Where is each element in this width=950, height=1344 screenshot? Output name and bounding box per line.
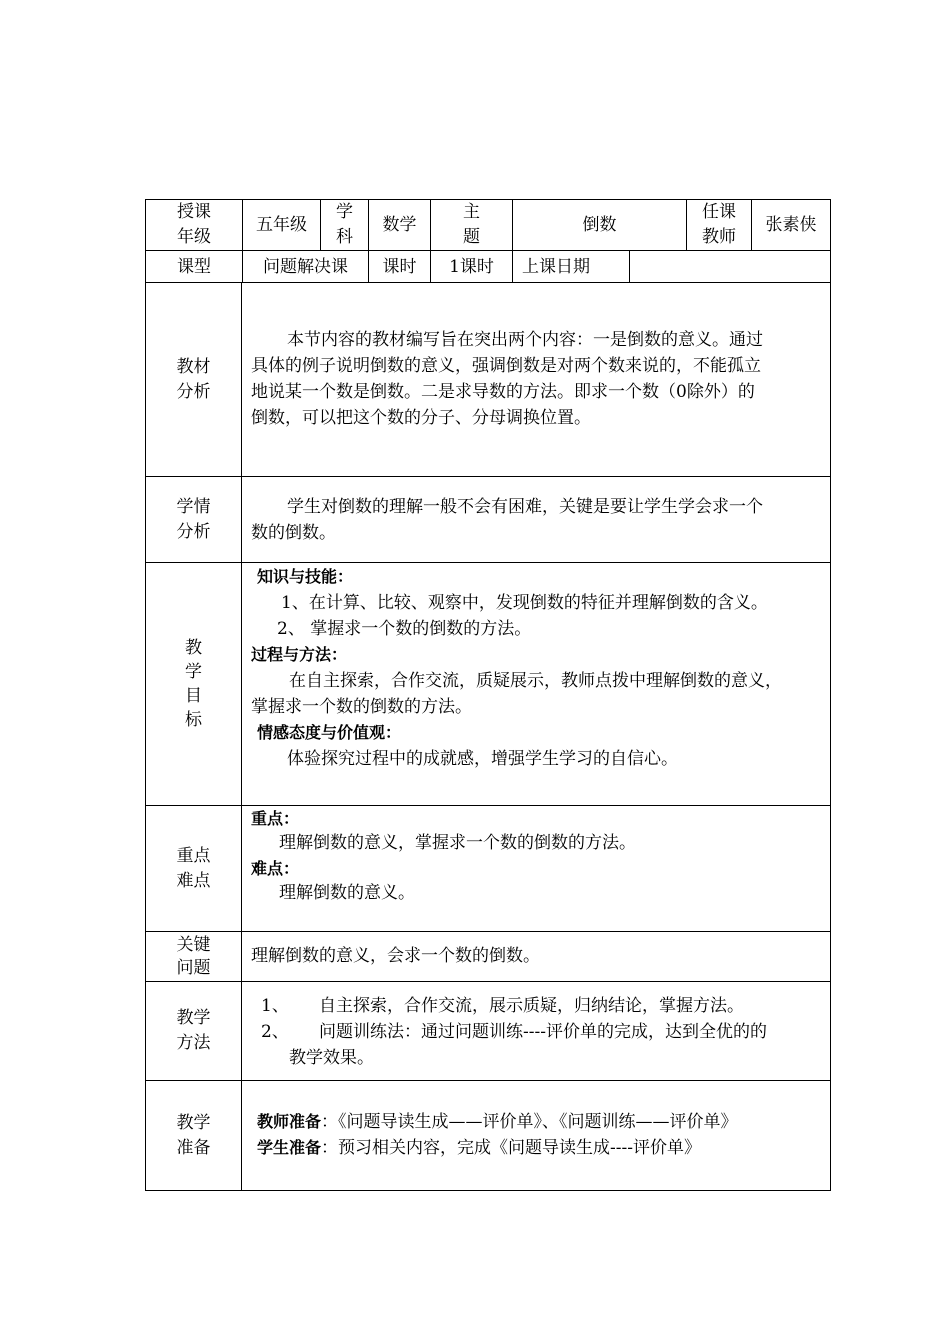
key-question-label: 关键问题	[176, 934, 211, 978]
key-point-title: 重点：	[251, 809, 300, 828]
topic-label: 主题	[463, 202, 480, 247]
teacher-prep-text: ：《问题导读生成——评价单》、《问题训练——评价单》	[321, 1112, 738, 1132]
teacher-label: 任课教师	[702, 202, 736, 247]
teaching-goals-text: 知识与技能： 1、在计算、比较、观察中，发现倒数的特征并理解倒数的含义。 2、 掌握求一个数的倒数的方法。 过程与方法： 在自主探索，合作交流，质疑展示，教师点拨中理解倒数的意义， 掌握求一个数的倒数的方法。 情感态度与价值观： 体验探究过程中的成就感，增强学生学习的自信心。	[251, 564, 825, 772]
course-type-value: 问题解决课	[263, 256, 348, 277]
student-analysis-label: 学情分析	[176, 496, 211, 542]
textbook-analysis-label: 教材分析	[176, 356, 211, 402]
row-divider	[145, 1080, 831, 1081]
knowledge-title: 知识与技能：	[257, 567, 354, 586]
row-divider	[145, 476, 831, 477]
teaching-methods-text: 1、 自主探索，合作交流，展示质疑，归纳结论，掌握方法。 2、 问题训练法：通过问题训练----评价单的完成，达到全优的的 教学效果。	[251, 993, 825, 1071]
textbook-analysis-text: 本节内容的教材编写旨在突出两个内容：一是倒数的意义。通过 具体的例子说明倒数的意义，强调倒数是对两个数来说的，不能孤立 地说某一个数是倒数。二是求导数的方法。即求一个数（0除外）的 倒数，可以把这个数的分子、分母调换位置。	[251, 330, 763, 428]
method-1-text: 自主探索，合作交流，展示质疑，归纳结论，掌握方法。	[319, 996, 744, 1016]
subject-value: 数学	[382, 215, 417, 235]
row-divider	[145, 981, 831, 982]
class-date-value	[630, 251, 830, 282]
class-date-label: 上课日期	[522, 256, 590, 277]
table-border-right	[830, 199, 831, 1191]
difficult-point-title: 难点：	[251, 859, 300, 878]
process-title: 过程与方法：	[251, 645, 348, 664]
subject-label: 学科	[336, 202, 353, 247]
teaching-preparation-text	[251, 1109, 825, 1161]
method-1-number: 1、	[261, 996, 289, 1016]
student-prep-text: ：预习相关内容，完成《问题导读生成----评价单》	[321, 1138, 701, 1158]
teaching-methods-label: 教学方法	[176, 1008, 211, 1053]
student-prep-title: 学生准备	[257, 1138, 322, 1157]
teacher-value: 张素侠	[765, 215, 817, 235]
grade-label: 授课年级	[177, 202, 211, 247]
label-column-divider	[241, 282, 242, 1191]
row-divider	[145, 282, 831, 283]
student-analysis-text: 学生对倒数的理解一般不会有困难，关键是要让学生学会求一个 数的倒数。	[251, 497, 763, 543]
key-question-text: 理解倒数的意义，会求一个数的倒数。	[251, 946, 540, 966]
emotion-title: 情感态度与价值观：	[257, 723, 402, 742]
teaching-goals-label: 教学目标	[185, 638, 202, 730]
method-2-number: 2、	[261, 1022, 289, 1042]
table-border-bottom	[145, 1190, 831, 1191]
course-type-label: 课型	[177, 256, 211, 277]
teacher-prep-title: 教师准备	[257, 1112, 322, 1131]
key-difficult-points-text: 重点： 理解倒数的意义，掌握求一个数的倒数的方法。 难点： 理解倒数的意义。	[251, 806, 825, 906]
topic-value: 倒数	[582, 215, 617, 235]
method-2-text: 问题训练法：通过问题训练----评价单的完成，达到全优的的	[319, 1022, 767, 1042]
grade-value: 五年级	[256, 215, 307, 235]
row-divider	[145, 562, 831, 563]
teaching-preparation-label: 教学准备	[176, 1112, 211, 1158]
row-divider	[145, 931, 831, 932]
class-hours-label: 课时	[382, 256, 417, 277]
class-hours-value: 1课时	[449, 256, 494, 277]
key-difficult-points-label: 重点难点	[176, 845, 211, 891]
